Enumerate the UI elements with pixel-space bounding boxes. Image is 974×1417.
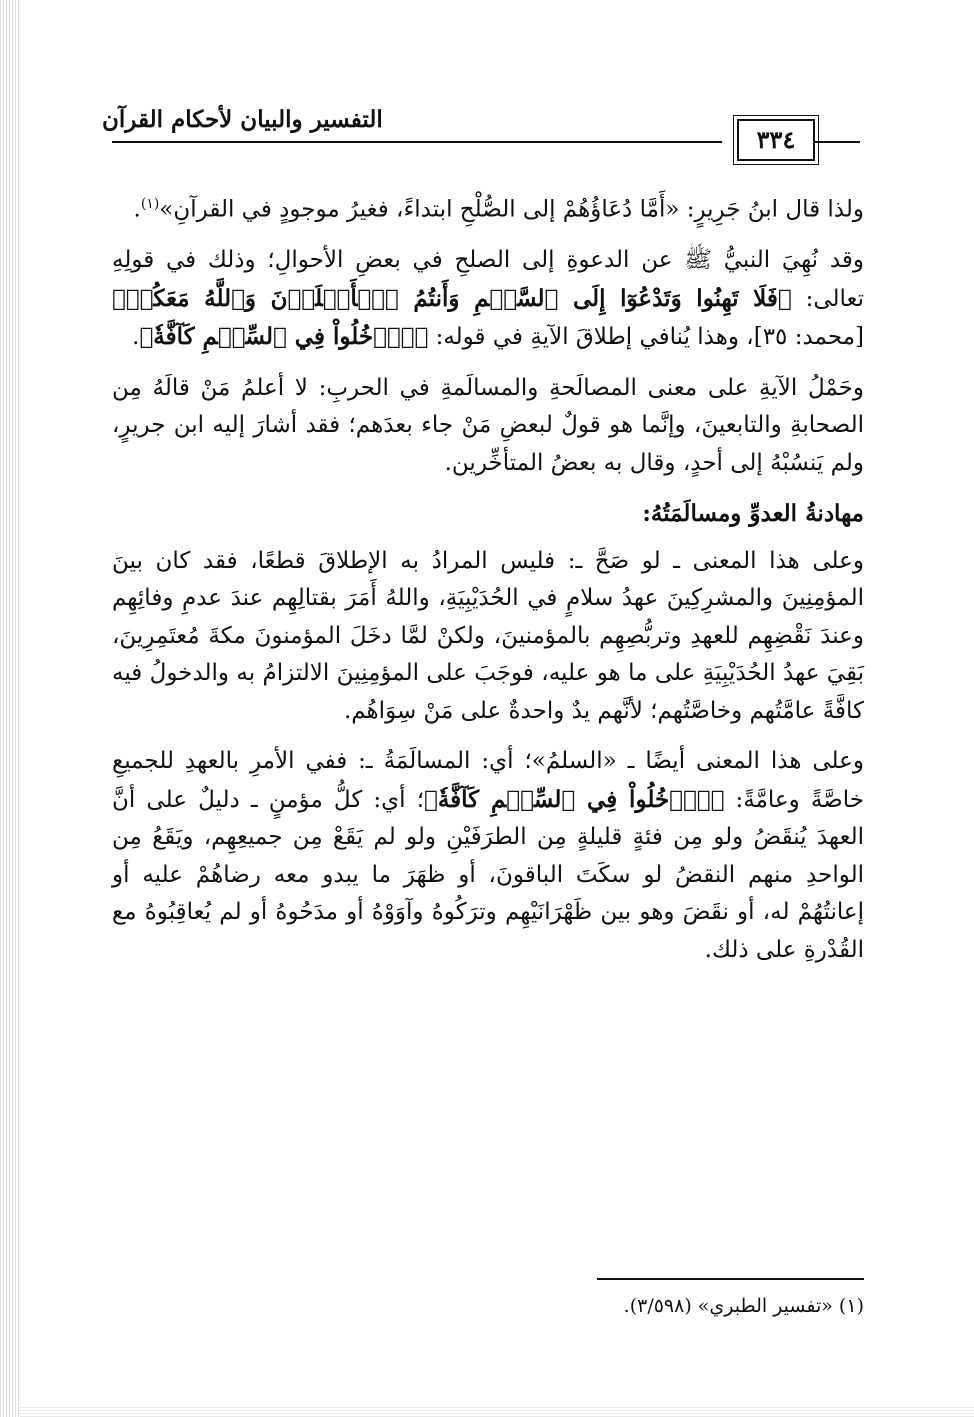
section-heading: مهادنةُ العدوِّ ومسالَمَتُهُ: xyxy=(642,500,864,528)
header-rule xyxy=(112,141,722,143)
footnote: (١) «تفسير الطبري» (٣/٥٩٨). xyxy=(623,1295,864,1317)
page-edge-shadow xyxy=(0,0,20,1417)
paragraph xyxy=(112,743,864,969)
quran-verse: ﴿ٱدۡخُلُواْ فِي ٱلسِّلۡمِ كَآفَّةٗ﴾ xyxy=(424,785,725,813)
paragraph-text: وعلى هذا المعنى أيضًا ـ «السلمُ»؛ أي: المسالَمَةُ ـ: ففي الأمرِ بالعهدِ للجميعِ خاصَّةً وعامَّةً: xyxy=(112,748,864,813)
paragraph xyxy=(112,242,864,357)
quran-verse: ﴿ٱدۡخُلُواْ فِي ٱلسِّلۡمِ كَآفَّةٗ﴾ xyxy=(139,323,429,351)
paragraph xyxy=(112,186,864,229)
main-text xyxy=(112,186,864,982)
running-header-title: التفسير والبيان لأحكام القرآن xyxy=(102,106,383,133)
paragraph-text: . xyxy=(132,324,140,351)
footnote-rule xyxy=(597,1278,864,1280)
paragraph-text: ولذا قال ابنُ جَرِيرٍ: «أَمَّا دُعَاؤُهُمْ إلى الصُّلْحِ ابتداءً، فغيرُ موجودٍ في القرآنِ» xyxy=(159,196,864,223)
paragraph: وعلى هذا المعنى ـ لو صَحَّ ـ: فليس المرادُ به الإطلاقَ قطعًا، فقد كان بينَ المؤمِنِينَ والمشرِكِينَ عهدُ سلامٍ في الحُدَيْبِيَةِ، واللهُ أَمَرَ بقتالِهِم عندَ عدمِ وفائِهِم وعندَ نَقْضِهِم للعهدِ وتربُّصِهِم بالمؤمنينَ، ولكنْ لمَّا دخَلَ المؤمنونَ مكةَ مُعتَمِرِينَ، بَقِيَ عهدُ الحُدَيْبِيَةِ على ما هو عليه، فوجَبَ على المؤمِنِينَ الالتزامُ به والدخولُ فيه كافَّةً عامَّتُهم وخاصَّتُهم؛ لأنَّهم يدٌ واحدةٌ على مَنْ سِوَاهُم. xyxy=(112,547,864,724)
footnote-marker: (١) xyxy=(140,196,160,212)
paragraph-text: وقد نُهِيَ النبيُّ ﷺ عن الدعوةِ إلى الصلحِ في بعضِ الأحوالِ؛ وذلك في قولِهِ تعالى: xyxy=(112,247,865,312)
paragraph-text: ؛ أي: كلُّ مؤمنٍ ـ دليلٌ على أنَّ العهدَ يُنقَضُ ولو مِن فئةٍ قليلةٍ مِن الطرَفَيْنِ ولو لم يَقَعْ مِن جميعِهِم، ويَقَعُ مِن الواحدِ منهم النقضُ لو سكَتَ الباقونَ، أو ظهَرَ ما يبدو معه رضاهُمْ عليه أو إعانتُهُمْ له، أو نقَضَ وهو بين ظَهْرَانَيْهِم وترَكُوهُ وآوَوْهُ أو مدَحُوهُ أو لم يُعاقِبُوهُ مع القُدْرةِ على ذلك. xyxy=(112,786,864,963)
quran-verse: ﴿فَلَا تَهِنُوا وَتَدْعُوٓا إِلَى ٱلسَّلۡمِ وَأَنتُمُ ٱلۡأَعۡلَوۡنَ وَٱللَّهُ مَعَكُمۡ﴾ xyxy=(112,284,792,312)
page-number: ٣٣٤ xyxy=(737,119,815,161)
header-rule-short xyxy=(815,141,860,143)
paragraph-text: . xyxy=(133,196,141,223)
page-bottom-edge xyxy=(20,1407,974,1417)
paragraph-text: [محمد: ٣٥]، وهذا يُنافي إطلاقَ الآيةِ في قوله: xyxy=(428,324,864,351)
paragraph: وحَمْلُ الآيةِ على معنى المصالَحةِ والمسالَمةِ في الحربِ: لا أعلمُ مَنْ قالَهُ مِن الصحابةِ والتابعينَ، وإنَّما هو قولٌ لبعضِ مَنْ جاء بعدَهم؛ فقد أشارَ إليه ابن جريرٍ، ولم يَنسُبْهُ إلى أحدٍ، وقال به بعضُ المتأخِّرين. xyxy=(112,374,864,476)
